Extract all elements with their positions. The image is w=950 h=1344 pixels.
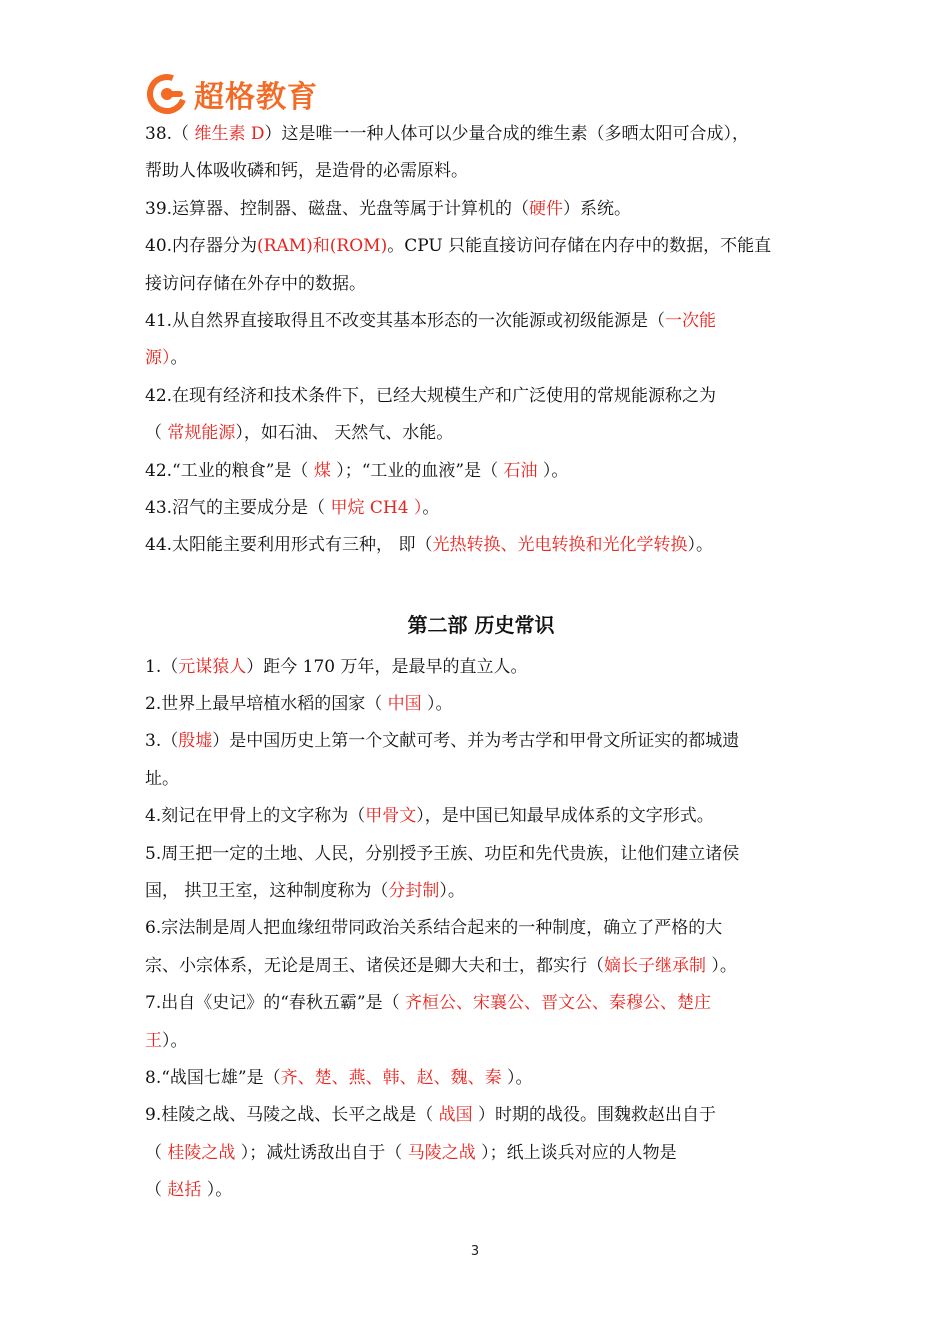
text-line xyxy=(145,1097,817,1134)
answer-text: 殷墟 xyxy=(178,731,213,752)
swirl-logo-icon xyxy=(146,73,188,115)
question-text: （ xyxy=(145,423,168,444)
question-text: ）。 xyxy=(537,460,569,481)
page-number: 3 xyxy=(470,1244,480,1259)
question-text: （ xyxy=(145,1142,168,1163)
text-line xyxy=(145,649,817,686)
question-text: 9.桂陵之战、马陵之战、长平之战是（ xyxy=(145,1105,439,1126)
question-text: 5.周王把一定的土地、人民，分别授予王族、功臣和先代贵族，让他们建立诸侯 xyxy=(145,843,740,864)
question-text: ）距今 170 万年，是最早的直立人。 xyxy=(246,656,528,677)
text-line xyxy=(145,415,817,452)
section-title: 第二部 历史常识 xyxy=(407,612,555,637)
question-text: ）系统。 xyxy=(563,198,632,219)
text-line xyxy=(145,303,817,340)
question-text: ）；“工业的血液”是（ xyxy=(330,460,504,481)
question-text: 。 xyxy=(170,348,188,369)
question-text: ）时期的战役。围魏救赵出自于 xyxy=(472,1105,717,1126)
answer-text: 嫡长子继承制 xyxy=(604,955,706,976)
question-text: 宗、小宗体系，无论是周王、诸侯还是卿大夫和士，都实行（ xyxy=(145,955,604,976)
answer-text: 中国 xyxy=(387,694,422,715)
text-line xyxy=(145,378,817,415)
brand-name: 超格教育 xyxy=(194,80,318,115)
question-text: 帮助人体吸收磷和钙，是造骨的必需原料。 xyxy=(145,161,468,182)
question-text: 8.“战国七雄”是（ xyxy=(145,1067,281,1088)
text-line xyxy=(145,153,817,190)
question-text: ）。 xyxy=(201,1180,233,1201)
question-text: ）。 xyxy=(162,1030,188,1051)
text-line xyxy=(145,453,817,490)
text-line xyxy=(145,490,817,527)
text-line xyxy=(145,910,817,947)
answer-text: 桂陵之战 xyxy=(167,1142,236,1163)
question-text: （ xyxy=(145,1180,168,1201)
history-questions xyxy=(145,649,817,1210)
answer-text: 甲骨文 xyxy=(365,806,417,827)
text-line xyxy=(145,228,817,265)
answer-text: 甲烷 CH4 ） xyxy=(330,497,423,518)
answer-text: 维生素 D xyxy=(194,124,265,144)
answer-text: 源） xyxy=(145,348,171,369)
text-line xyxy=(145,1172,817,1209)
question-text: 3.（ xyxy=(145,731,179,752)
text-line xyxy=(145,985,817,1022)
answer-text: 战国 xyxy=(438,1105,473,1126)
text-line xyxy=(145,1060,817,1097)
question-text: 39.运算器、控制器、磁盘、光盘等属于计算机的（ xyxy=(145,198,530,219)
answer-text: 赵括 xyxy=(167,1180,202,1201)
question-text: 接访问存储在外存中的数据。 xyxy=(145,273,366,294)
question-text: ）。 xyxy=(706,955,737,976)
answer-text: 王 xyxy=(145,1030,162,1051)
answer-text: 元谋猿人 xyxy=(178,656,247,677)
question-text: 4.刻记在甲骨上的文字称为（ xyxy=(145,806,366,827)
text-line xyxy=(145,798,817,835)
question-text: 。CPU 只能直接访问存储在内存中的数据，不能直 xyxy=(387,236,772,257)
answer-text: 光热转换、光电转换和光化学转换 xyxy=(432,535,688,556)
question-text: 42.在现有经济和技术条件下，已经大规模生产和广泛使用的常规能源称之为 xyxy=(145,385,717,406)
answer-text: 马陵之战 xyxy=(407,1142,476,1163)
question-text: ），如石油、 天然气、水能。 xyxy=(235,423,454,444)
question-text: 6.宗法制是周人把血缘纽带同政治关系结合起来的一种制度，确立了严格的大 xyxy=(145,918,723,939)
text-line xyxy=(145,948,817,985)
question-text: 42.“工业的粮食”是（ xyxy=(145,460,314,481)
answer-text: 常规能源 xyxy=(167,423,236,444)
text-line xyxy=(145,723,817,760)
question-text: 2.世界上最早培植水稻的国家（ xyxy=(145,694,388,715)
text-line xyxy=(145,191,817,228)
question-text: 44.太阳能主要利用形式有三种， 即（ xyxy=(145,535,433,556)
question-text: ）这是唯一一种人体可以少量合成的维生素（多晒太阳可合成）， xyxy=(264,124,749,144)
question-text: ），是中国已知最早成体系的文字形式。 xyxy=(416,806,714,827)
question-text: ）。 xyxy=(687,535,713,556)
text-line xyxy=(145,761,817,798)
answer-text: 齐桓公、宋襄公、晋文公、秦穆公、楚庄 xyxy=(405,993,712,1014)
question-text: 43.沼气的主要成分是（ xyxy=(145,497,331,518)
answer-text: 分封制 xyxy=(388,881,440,902)
question-text: 址。 xyxy=(145,768,179,789)
question-text: 。 xyxy=(422,497,440,518)
document-body xyxy=(145,116,817,1210)
question-text: 1.（ xyxy=(145,656,179,677)
text-line xyxy=(145,1135,817,1172)
answer-text: (RAM)和(ROM) xyxy=(257,236,388,257)
question-text: ）。 xyxy=(439,881,465,902)
answer-text: 煤 xyxy=(313,460,331,481)
text-line xyxy=(145,266,817,303)
text-line xyxy=(145,527,817,564)
brand-logo xyxy=(146,72,318,116)
question-text: 国， 拱卫王室，这种制度称为（ xyxy=(145,881,389,902)
question-text: 7.出自《史记》的“春秋五霸”是（ xyxy=(145,993,406,1014)
question-text: 40.内存器分为 xyxy=(145,236,258,257)
text-line xyxy=(145,873,817,910)
science-questions xyxy=(145,116,817,565)
question-text: 38.（ xyxy=(145,124,195,144)
question-text: 41.从自然界直接取得且不改变其基本形态的一次能源或初级能源是（ xyxy=(145,310,666,331)
text-line xyxy=(145,836,817,873)
answer-text: 硬件 xyxy=(529,198,564,219)
text-line xyxy=(145,340,817,377)
answer-text: 一次能 xyxy=(665,310,717,331)
text-line xyxy=(145,686,817,723)
answer-text: 齐、楚、燕、韩、赵、魏、秦 xyxy=(280,1067,502,1088)
text-line xyxy=(145,116,817,153)
question-text: ）。 xyxy=(421,694,453,715)
text-line xyxy=(145,1023,817,1060)
question-text: ）；减灶诱敌出自于（ xyxy=(235,1142,408,1163)
question-text: ）。 xyxy=(501,1067,533,1088)
answer-text: 石油 xyxy=(503,460,538,481)
question-text: ）是中国历史上第一个文献可考、并为考古学和甲骨文所证实的都城遗 xyxy=(212,731,740,752)
question-text: ）；纸上谈兵对应的人物是 xyxy=(475,1142,677,1163)
